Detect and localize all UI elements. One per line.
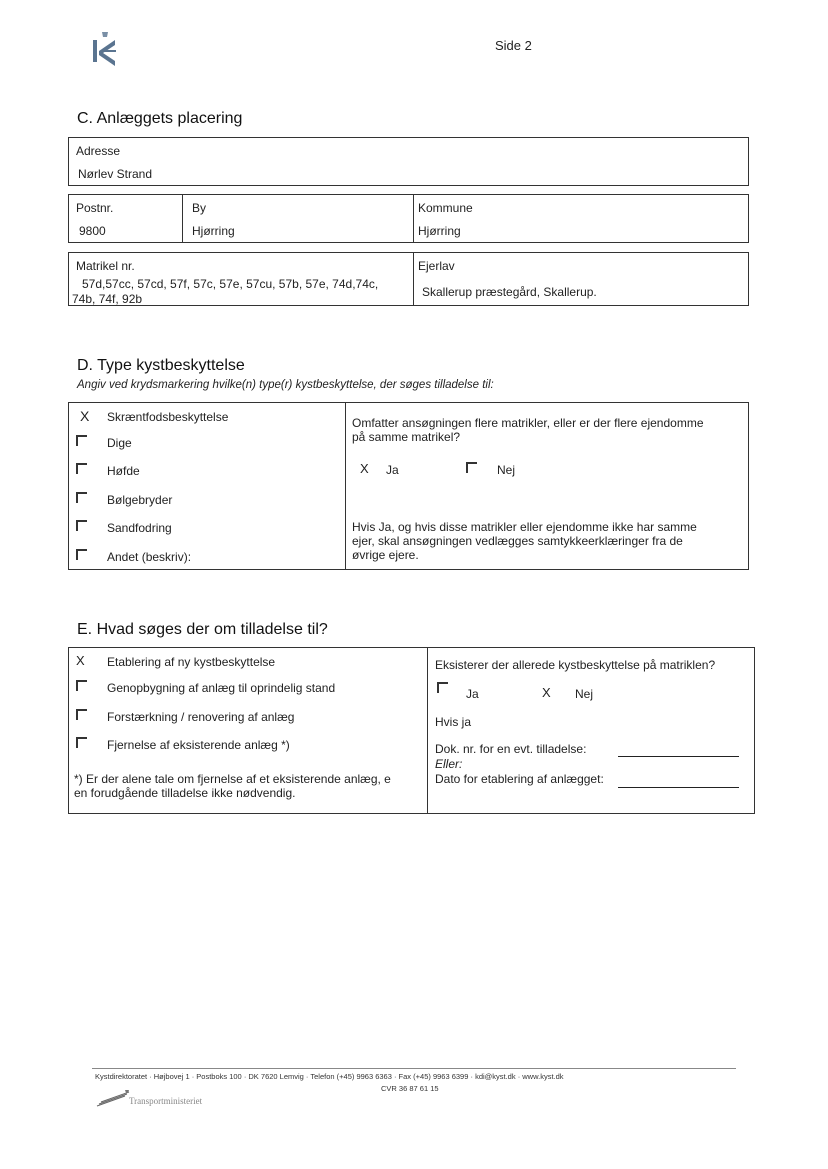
option-hoefde: Høfde <box>107 464 140 478</box>
checkbox[interactable] <box>76 492 87 503</box>
adresse-value: Nørlev Strand <box>78 167 153 181</box>
by-value: Hjørring <box>192 224 235 238</box>
e-option-etablering: Etablering af ny kystbeskyttelse <box>107 655 276 669</box>
matrikel-value-line1: 57d,57cc, 57cd, 57f, 57c, 57e, 57cu, 57b, 57e, 74d,74c, <box>82 277 379 291</box>
dato-label: Dato for etablering af anlægget: <box>435 772 604 786</box>
ja-checkbox[interactable] <box>437 682 448 693</box>
postnr-by-kommune-box <box>68 194 749 243</box>
ejerlav-label: Ejerlav <box>418 259 455 273</box>
matrikel-value-line2: 74b, 74f, 92b <box>72 292 143 306</box>
footer-address: Kystdirektoratet · Højbovej 1 · Postboks 100 · DK 7620 Lemvig · Telefon (+45) 9963 6363 · Fax (+45) 9963 6399 · kdi@kyst.dk · www.kyst.dk <box>95 1072 564 1081</box>
kystdirektoratet-logo <box>90 30 120 66</box>
divider <box>413 252 414 306</box>
question-line1: Omfatter ansøgningen flere matrikler, eller er der flere ejendomme <box>352 416 704 430</box>
divider <box>427 647 428 814</box>
divider <box>182 194 183 243</box>
e-option-genopbygning: Genopbygning af anlæg til oprindelig stand <box>107 681 336 695</box>
checkbox[interactable] <box>76 737 87 748</box>
checkbox[interactable] <box>76 680 87 691</box>
section-e-title: E. Hvad søges der om tilladelse til? <box>77 621 328 638</box>
checkbox[interactable] <box>76 435 87 446</box>
section-d-title: D. Type kystbeskyttelse <box>77 357 245 374</box>
option-sandfodring: Sandfodring <box>107 521 172 535</box>
kommune-label: Kommune <box>418 201 473 215</box>
ja-mark[interactable]: X <box>360 461 369 476</box>
footnote-line2: en forudgående tilladelse ikke nødvendig. <box>74 786 296 800</box>
divider <box>345 402 346 570</box>
footer-rule <box>92 1068 736 1069</box>
dato-input-line[interactable] <box>618 787 739 788</box>
e-nej-mark[interactable]: X <box>542 685 551 700</box>
option-skraentfod: Skræntfodsbeskyttelse <box>107 410 229 424</box>
section-d-subtitle: Angiv ved krydsmarkering hvilke(n) type(r) kystbeskyttelse, der søges tilladelse til: <box>77 379 494 391</box>
note-line2: ejer, skal ansøgningen vedlægges samtykkeerklæringer fra de <box>352 534 683 548</box>
section-c-title: C. Anlæggets placering <box>77 110 243 127</box>
checkbox[interactable] <box>76 709 87 720</box>
kommune-value: Hjørring <box>418 224 461 238</box>
e-question: Eksisterer der allerede kystbeskyttelse på matriklen? <box>435 658 716 672</box>
footer-ministry: Transportministeriet <box>129 1096 203 1106</box>
page-number: Side 2 <box>495 38 532 53</box>
checkbox[interactable] <box>76 463 87 474</box>
hvis-ja: Hvis ja <box>435 715 472 729</box>
adresse-label: Adresse <box>76 144 121 158</box>
checkbox[interactable] <box>76 549 87 560</box>
nej-label: Nej <box>497 463 516 477</box>
ja-label: Ja <box>386 463 399 477</box>
e-option-fjernelse: Fjernelse af eksisterende anlæg *) <box>107 738 290 752</box>
footnote-line1: *) Er der alene tale om fjernelse af et eksisterende anlæg, e <box>74 772 391 786</box>
note-line1: Hvis Ja, og hvis disse matrikler eller ejendomme ikke har samme <box>352 520 697 534</box>
note-line3: øvrige ejere. <box>352 548 419 562</box>
e-nej-label: Nej <box>575 687 594 701</box>
ministry-logo-icon <box>95 1088 131 1108</box>
adresse-box <box>68 137 749 186</box>
option-dige: Dige <box>107 436 132 450</box>
eller: Eller: <box>435 757 463 771</box>
dok-input-line[interactable] <box>618 756 739 757</box>
nej-checkbox[interactable] <box>466 462 477 473</box>
e-option-forstaerkning: Forstærkning / renovering af anlæg <box>107 710 295 724</box>
option-andet: Andet (beskriv): <box>107 550 192 564</box>
e-ja-label: Ja <box>466 687 479 701</box>
dok-label: Dok. nr. for en evt. tilladelse: <box>435 742 587 756</box>
postnr-value: 9800 <box>79 224 106 238</box>
question-line2: på samme matrikel? <box>352 430 461 444</box>
matrikel-label: Matrikel nr. <box>76 259 135 273</box>
checkbox[interactable] <box>76 520 87 531</box>
ejerlav-value: Skallerup præstegård, Skallerup. <box>422 285 597 299</box>
option-mark[interactable]: X <box>80 408 90 424</box>
postnr-label: Postnr. <box>76 201 114 215</box>
footer-cvr: CVR 36 87 61 15 <box>381 1084 439 1093</box>
e-option-mark[interactable]: X <box>76 653 85 668</box>
divider <box>413 194 414 243</box>
option-boelgebryder: Bølgebryder <box>107 493 173 507</box>
by-label: By <box>192 201 207 215</box>
